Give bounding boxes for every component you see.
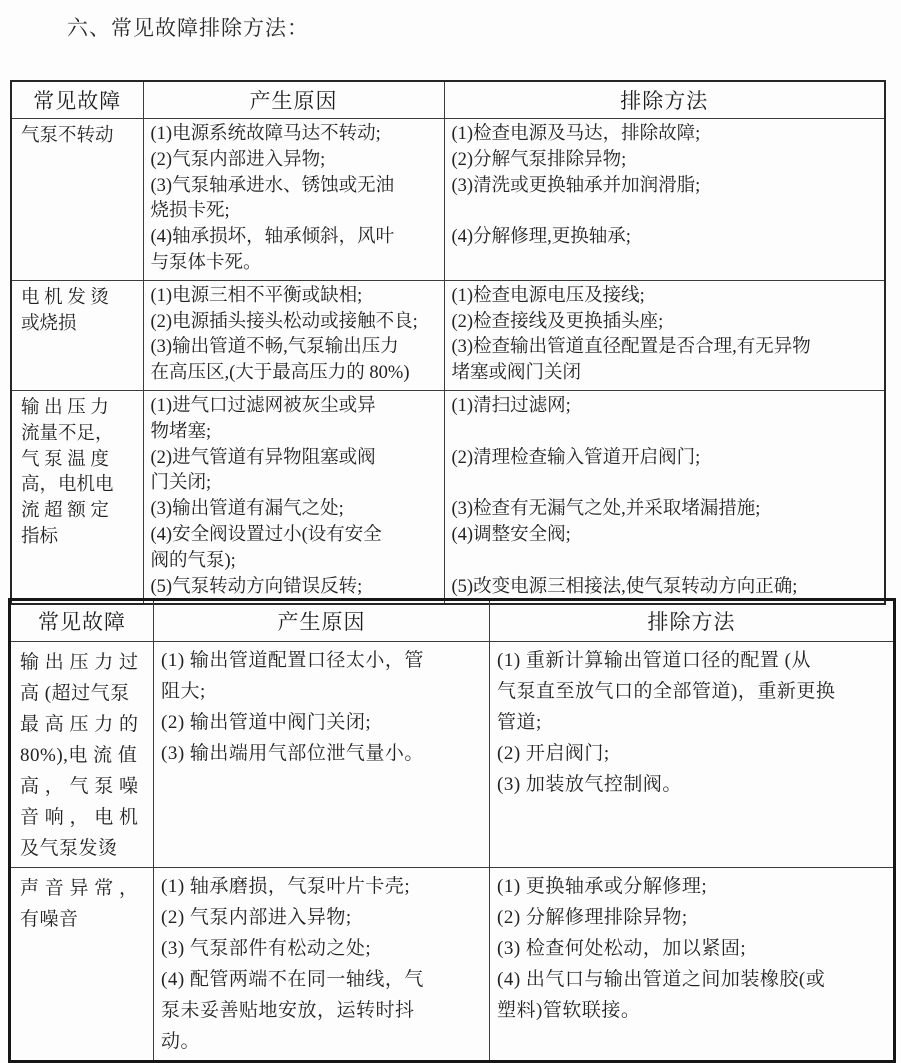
- cause-cell: [143, 280, 444, 390]
- troubleshooting-table-bottom: [8, 598, 896, 1063]
- text-line: (3)输出管道不畅,气泵输出压力: [150, 337, 399, 358]
- cause-cell: [154, 642, 490, 868]
- fault-cell: [11, 280, 143, 390]
- text-line: [452, 549, 878, 575]
- text-line: (1)检查电源电压及接线;: [451, 285, 645, 306]
- text-line: 高 ， 气 泵 噪: [20, 776, 139, 797]
- text-line: (4)安全阀设置过小(设有安全: [150, 524, 382, 545]
- fault-cell: [11, 119, 143, 281]
- remedy-column-header: 排除方法: [490, 600, 895, 642]
- text-line: [452, 420, 878, 446]
- text-line: (4) 出气口与输出管道之间加装橡胶(或: [497, 969, 826, 990]
- text-line: 声 音 异 常 ，: [20, 878, 139, 899]
- text-line: (4)调整安全阀;: [451, 524, 571, 545]
- text-line: (1) 更换轴承或分解修理;: [497, 876, 708, 897]
- text-line: (5)气泵转动方向错误反转;: [150, 576, 363, 597]
- remedy-cell: [490, 642, 895, 868]
- text-line: (3) 加装放气控制阀。: [497, 774, 682, 795]
- table-row: [11, 280, 885, 390]
- text-line: (3)清洗或更换轴承并加润滑脂;: [451, 175, 701, 196]
- text-line: 阻大;: [161, 681, 206, 702]
- text-line: 在高压区,(大于最高压力的 80%): [150, 363, 410, 384]
- text-line: 塑料)管软联接。: [497, 1000, 641, 1021]
- text-line: (3)气泵轴承进水、锈蚀或无油: [150, 175, 395, 196]
- text-line: (2)分解气泵排除异物;: [451, 149, 627, 170]
- text-line: 阀的气泵);: [150, 550, 236, 571]
- cause-cell: [143, 119, 444, 281]
- text-line: (4)分解修理,更换轴承;: [451, 227, 631, 248]
- text-line: 及气泵发烫: [20, 838, 118, 859]
- text-line: (1)检查电源及马达，排除故障;: [451, 124, 701, 144]
- text-line: 堵塞或阀门关闭: [451, 363, 582, 384]
- text-line: [452, 199, 878, 225]
- page-title: 六、常见故障排除方法：: [67, 16, 309, 40]
- text-line: (4) 配管两端不在同一轴线，气: [161, 969, 424, 990]
- remedy-cell: [490, 868, 895, 1062]
- text-line: 物堵塞;: [150, 421, 212, 442]
- table-row: [11, 119, 885, 281]
- text-line: 流 超 额 定: [21, 501, 109, 522]
- remedy-cell: [444, 119, 885, 281]
- text-line: (1)清扫过滤网;: [451, 395, 571, 416]
- table-row: [10, 642, 895, 868]
- text-line: 烧损卡死;: [150, 201, 230, 222]
- table-row: [10, 868, 895, 1062]
- text-line: 门关闭;: [150, 473, 212, 494]
- text-line: (2)气泵内部进入异物;: [150, 149, 326, 170]
- text-line: (1)进气口过滤网被灰尘或异: [150, 395, 376, 416]
- text-line: 80%),电 流 值: [20, 745, 138, 766]
- text-line: (2)电源插头接头松动或接触不良;: [150, 311, 418, 332]
- text-line: [452, 251, 878, 277]
- text-line: 输 出 压 力: [21, 397, 109, 418]
- text-line: (2)检查接线及更换插头座;: [451, 311, 664, 332]
- text-line: 指标: [21, 526, 59, 547]
- fault-column-header: 常见故障: [10, 600, 154, 642]
- table-row: [11, 390, 885, 604]
- text-line: (3)检查输出管道直径配置是否合理,有无异物: [451, 337, 811, 358]
- text-line: 动。: [161, 1031, 201, 1052]
- text-line: (1)电源系统故障马达不转动;: [150, 124, 381, 144]
- text-line: (3)输出管道有漏气之处;: [150, 499, 344, 520]
- text-line: 气 泵 温 度: [21, 449, 109, 470]
- text-line: (1) 重新计算输出管道口径的配置 (从: [497, 650, 811, 671]
- text-line: (2)进气管道有异物阻塞或阀: [150, 447, 376, 468]
- remedy-column-header: 排除方法: [444, 81, 885, 119]
- text-line: (3) 气泵部件有松动之处;: [161, 938, 372, 959]
- text-line: 管道;: [497, 712, 542, 733]
- text-line: 气泵直至放气口的全部管道)，重新更换: [497, 681, 836, 702]
- text-line: 高，电机电: [21, 475, 114, 496]
- remedy-cell: [444, 390, 885, 604]
- text-line: (4)轴承损坏，轴承倾斜，风叶: [150, 227, 395, 248]
- text-line: (3)检查有无漏气之处,并采取堵漏措施;: [451, 499, 761, 520]
- text-line: 输 出 压 力 过: [20, 652, 139, 673]
- troubleshooting-table-top: [10, 80, 886, 605]
- fault-column-header: 常见故障: [11, 81, 143, 119]
- fault-cell: [11, 390, 143, 604]
- header-row: [10, 600, 895, 642]
- text-line: (3) 输出端用气部位泄气量小。: [161, 743, 424, 764]
- text-line: 有噪音: [20, 909, 79, 930]
- text-line: 或烧损: [21, 313, 77, 334]
- text-line: 泵未妥善贴地安放，运转时抖: [161, 1000, 415, 1021]
- cause-cell: [143, 390, 444, 604]
- text-line: 气泵不转动: [21, 126, 114, 146]
- cause-column-header: 产生原因: [154, 600, 490, 642]
- header-row: [11, 81, 885, 119]
- text-line: (5)改变电源三相接法,使气泵转动方向正确;: [451, 576, 798, 597]
- text-line: (2) 分解修理排除异物;: [497, 907, 688, 928]
- text-line: (2)清理检查输入管道开启阀门;: [451, 447, 701, 468]
- text-line: (3) 检查何处松动，加以紧固;: [497, 938, 747, 959]
- text-line: [452, 471, 878, 497]
- text-line: (2) 输出管道中阀门关闭;: [161, 712, 372, 733]
- text-line: (1) 输出管道配置口径太小，管: [161, 650, 424, 671]
- fault-cell: [10, 868, 154, 1062]
- text-line: (2) 气泵内部进入异物;: [161, 907, 352, 928]
- text-line: 流量不足，: [21, 423, 114, 444]
- text-line: 与泵体卡死。: [150, 252, 262, 273]
- fault-cell: [10, 642, 154, 868]
- text-line: (2) 开启阀门;: [497, 743, 610, 764]
- text-line: (1) 轴承磨损，气泵叶片卡壳;: [161, 876, 411, 897]
- text-line: 音 响 ， 电 机: [20, 807, 139, 828]
- text-line: 最 高 压 力 的: [20, 714, 139, 735]
- cause-column-header: 产生原因: [143, 81, 444, 119]
- text-line: 高 (超过气泵: [20, 683, 130, 704]
- remedy-cell: [444, 280, 885, 390]
- text-line: (1)电源三相不平衡或缺相;: [150, 285, 363, 306]
- cause-cell: [154, 868, 490, 1062]
- text-line: 电 机 发 烫: [21, 287, 109, 308]
